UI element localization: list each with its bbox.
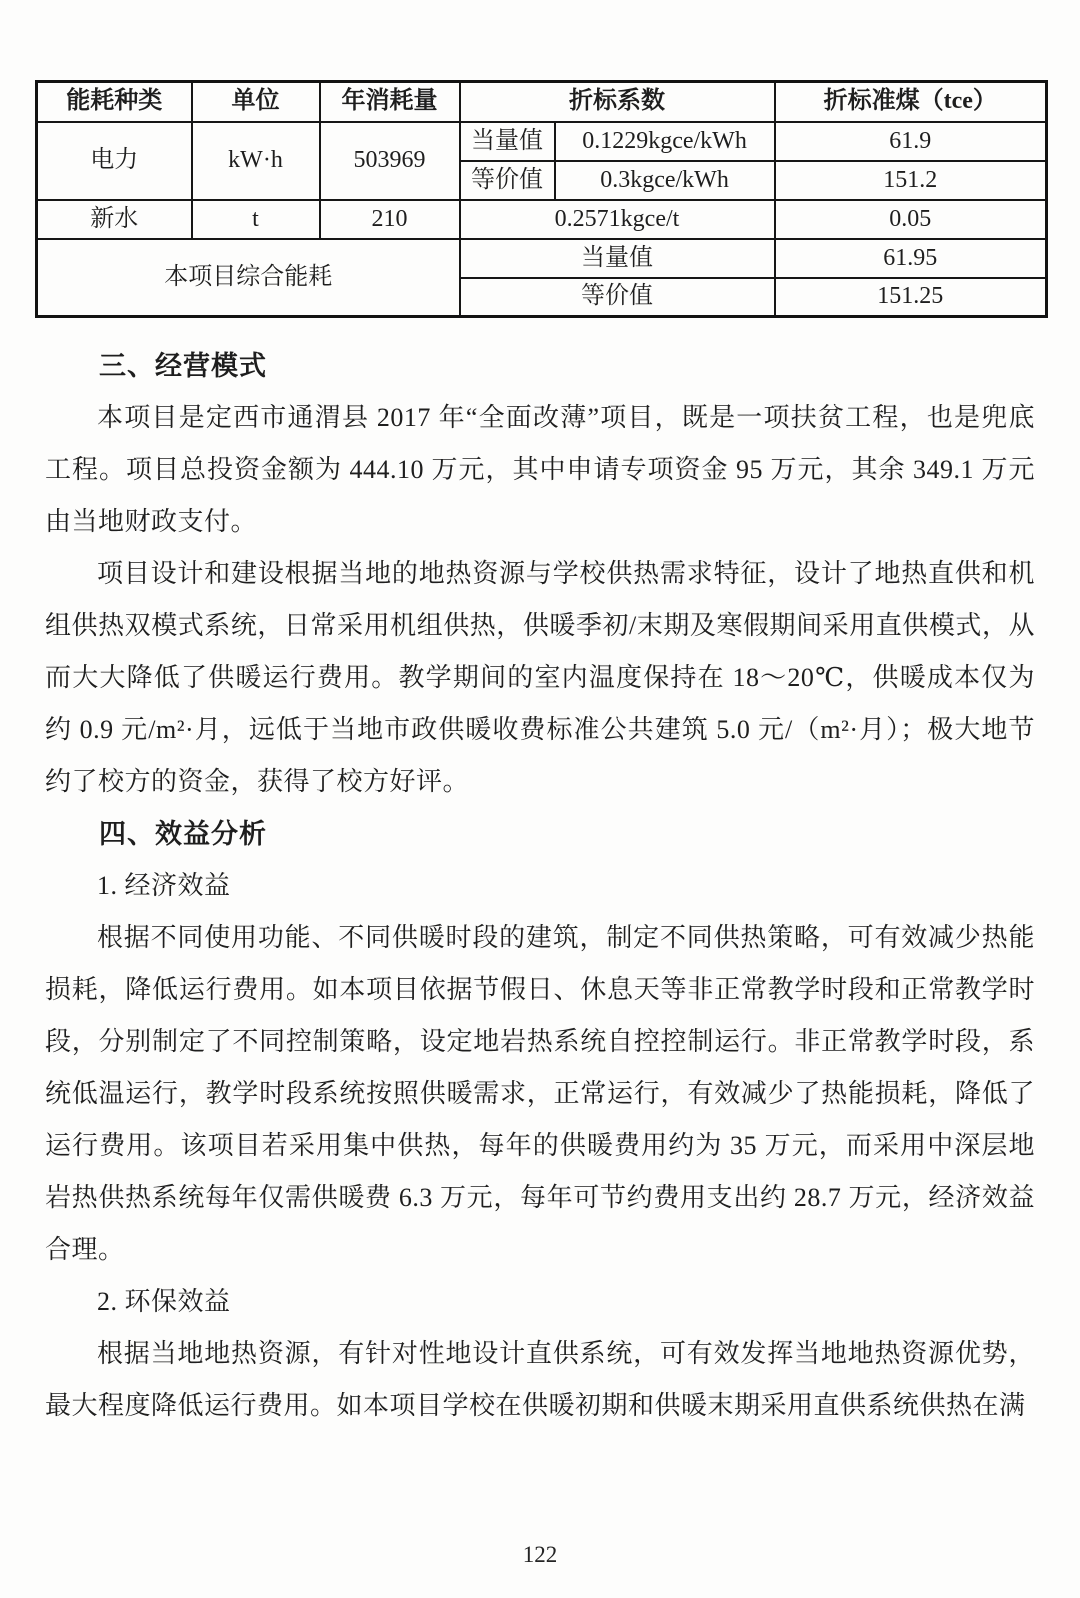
cell-electricity-equivalent-label: 当量值	[460, 122, 555, 161]
cell-total-equal-label: 等价值	[460, 278, 775, 317]
cell-electricity-name: 电力	[37, 122, 192, 200]
table-header-row	[37, 82, 1047, 122]
cell-electricity-equal-label: 等价值	[460, 161, 555, 200]
section-heading-benefit-analysis: 四、效益分析	[99, 819, 267, 849]
table-row-electricity-equivalent	[37, 122, 1047, 161]
cell-total-name: 本项目综合能耗	[37, 239, 460, 317]
cell-electricity-annual: 503969	[320, 122, 460, 200]
cell-total-equivalent-coal: 61.95	[775, 239, 1047, 278]
table-row-total-equivalent	[37, 239, 1047, 278]
cell-electricity-equal-factor: 0.3kgce/kWh	[555, 161, 775, 200]
energy-consumption-table	[35, 80, 1048, 318]
header-conversion-factor: 折标系数	[460, 82, 775, 122]
document-body	[35, 340, 1045, 1432]
header-energy-type: 能耗种类	[37, 82, 192, 122]
cell-electricity-equivalent-factor: 0.1229kgce/kWh	[555, 122, 775, 161]
paragraph-economic-benefit: 根据不同使用功能、不同供暖时段的建筑，制定不同供热策略，可有效减少热能损耗，降低运行费用。如本项目依据节假日、休息天等非正常教学时段和正常教学时段，分别制定了不同控制策略，设定地岩热系统自控控制运行。非正常教学时段，系统低温运行，教学时段系统按照供暖需求，正常运行，有效减少了热能损耗，降低了运行费用。该项目若采用集中供热，每年的供暖费用约为 35 万元，而采用中深层地岩热供热系统每年仅需供暖费 6.3 万元，每年可节约费用支出约 28.7 万元，经济效益合理。	[45, 923, 1035, 1264]
cell-electricity-equal-coal: 151.2	[775, 161, 1047, 200]
header-unit: 单位	[192, 82, 320, 122]
paragraph-dual-mode-system: 项目设计和建设根据当地的地热资源与学校供热需求特征，设计了地热直供和机组供热双模式系统，日常采用机组供热，供暖季初/末期及寒假期间采用直供模式，从而大大降低了供暖运行费用。教学期间的室内温度保持在 18～20℃，供暖成本仅为约 0.9 元/m²·月，远低于当地市政供暖收费标准公共建筑 5.0 元/（m²·月）；极大地节约了校方的资金，获得了校方好评。	[45, 559, 1035, 796]
cell-electricity-unit: kW·h	[192, 122, 320, 200]
header-annual-consumption: 年消耗量	[320, 82, 460, 122]
cell-fresh-water-annual: 210	[320, 200, 460, 239]
section-heading-business-model: 三、经营模式	[99, 351, 267, 381]
cell-total-equivalent-label: 当量值	[460, 239, 775, 278]
cell-total-equal-coal: 151.25	[775, 278, 1047, 317]
page-number: 122	[522, 1542, 558, 1567]
cell-fresh-water-coal: 0.05	[775, 200, 1047, 239]
cell-electricity-equivalent-coal: 61.9	[775, 122, 1047, 161]
paragraph-environmental-benefit: 根据当地地热资源，有针对性地设计直供系统，可有效发挥当地地热资源优势，最大程度降低运行费用。如本项目学校在供暖初期和供暖末期采用直供系统供热在满	[45, 1339, 1035, 1420]
header-standard-coal: 折标准煤（tce）	[775, 82, 1047, 122]
cell-fresh-water-factor: 0.2571kgce/t	[460, 200, 775, 239]
table-row-fresh-water	[37, 200, 1047, 239]
cell-fresh-water-name: 新水	[37, 200, 192, 239]
paragraph-project-funding: 本项目是定西市通渭县 2017 年“全面改薄”项目，既是一项扶贫工程，也是兜底工程。项目总投资金额为 444.10 万元，其中申请专项资金 95 万元，其余 349.1 万元由当地财政支付。	[45, 403, 1035, 536]
cell-fresh-water-unit: t	[192, 200, 320, 239]
subheading-environmental-benefit: 2. 环保效益	[97, 1287, 231, 1316]
subheading-economic-benefit: 1. 经济效益	[97, 871, 231, 900]
